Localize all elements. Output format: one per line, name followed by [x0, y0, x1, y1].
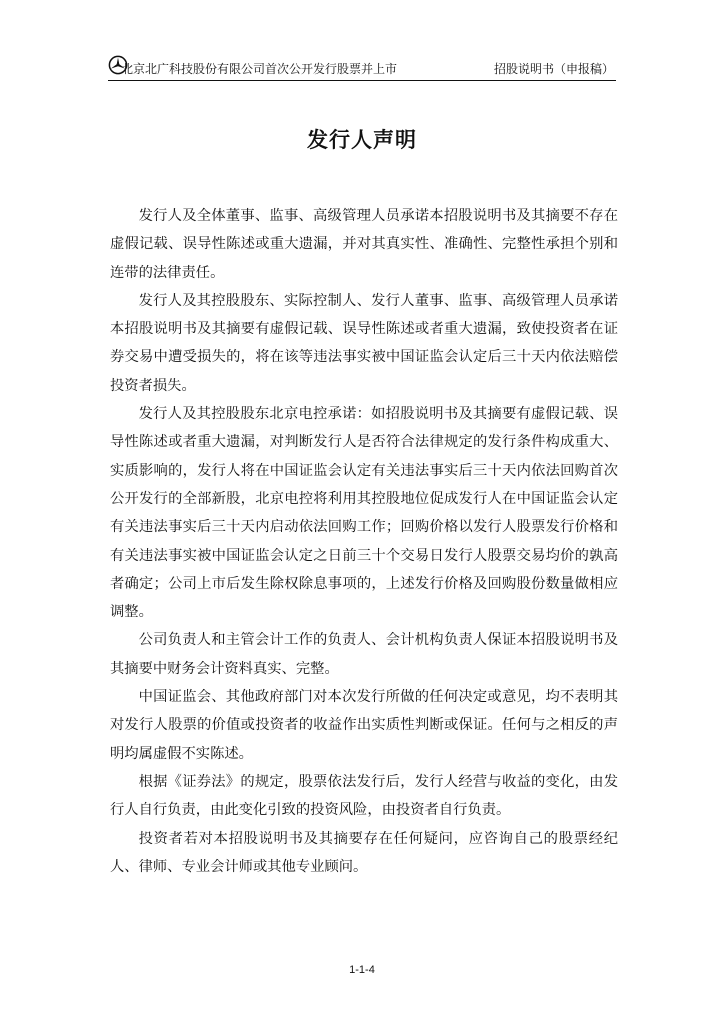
page-header: [108, 54, 616, 80]
declaration-paragraph: 根据《证券法》的规定，股票依法发行后，发行人经营与收益的变化，由发行人自行负责，由此变化引致的投资风险，由投资者自行负责。: [110, 773, 618, 819]
declaration-paragraph: 公司负责人和主管会计工作的负责人、会计机构负责人保证本招股说明书及其摘要中财务会计资料真实、完整。: [110, 632, 618, 677]
header-document-type: 招股说明书（申报稿）: [493, 62, 614, 76]
header-document-title: 北京北广科技股份有限公司首次公开发行股票并上市: [121, 62, 398, 76]
declaration-paragraph: 发行人及全体董事、监事、高级管理人员承诺本招股说明书及其摘要不存在虚假记载、误导性陈述或重大遗漏，并对其真实性、准确性、完整性承担个别和连带的法律责任。: [110, 208, 618, 281]
declaration-paragraph: 发行人及其控股股东、实际控制人、发行人董事、监事、高级管理人员承诺本招股说明书及其摘要有虚假记载、误导性陈述或者重大遗漏，致使投资者在证券交易中遭受损失的，将在该等违法事实被中国证监会认定后三十天内依法赔偿投资者损失。: [110, 292, 618, 394]
page-number: 1-1-4: [349, 964, 375, 976]
declaration-paragraph: 发行人及其控股股东北京电控承诺：如招股说明书及其摘要有虚假记载、误导性陈述或者重大遗漏，对判断发行人是否符合法律规定的发行条件构成重大、实质影响的，发行人将在中国证监会认定有关违法事实后三十天内依法回购首次公开发行的全部新股，北京电控将利用其控股地位促成发行人在中国证监会认定有关违法事实后三十天内启动依法回购工作；回购价格以发行人股票发行价格和有关违法事实被中国证监会认定之日前三十个交易日发行人股票交易均价的孰高者确定；公司上市后发生除权除息事项的，上述发行价格及回购股份数量做相应调整。: [110, 406, 618, 621]
declaration-paragraph: 投资者若对本招股说明书及其摘要存在任何疑问，应咨询自己的股票经纪人、律师、专业会计师或其他专业顾问。: [110, 830, 618, 875]
header-divider: [108, 80, 616, 81]
page-title: 发行人声明: [307, 128, 417, 152]
declaration-paragraph: 中国证监会、其他政府部门对本次发行所做的任何决定或意见，均不表明其对发行人股票的价值或投资者的收益作出实质性判断或保证。任何与之相反的声明均属虚假不实陈述。: [110, 689, 618, 762]
declaration-body: [110, 202, 618, 881]
